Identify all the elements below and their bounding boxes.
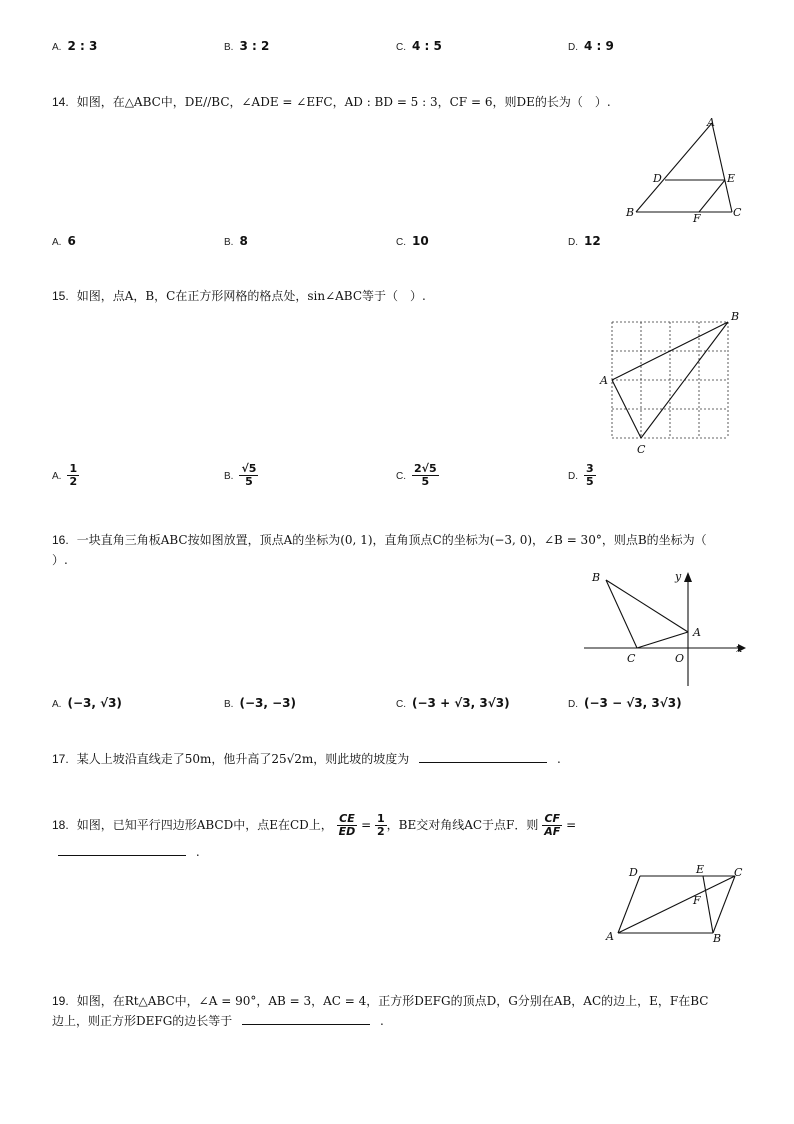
q16-label-c: C: [627, 652, 636, 665]
q18-figure: [598, 858, 748, 950]
q18-label-c: C: [734, 866, 743, 879]
q15-option-b: B. $\frac{√5}{5}$: [224, 462, 257, 488]
q15-label-c: C: [637, 443, 646, 456]
q14-label-b: B: [626, 206, 635, 219]
q14-option-b: B. 8: [224, 234, 248, 248]
q13-option-b: B. 3 : 2: [224, 39, 270, 53]
q17-stem: 17. 某人上坡沿直线走了50m，他升高了25√2m，则此坡的坡度为 .: [52, 752, 561, 766]
q14-label-a: A: [707, 116, 715, 129]
q16-figure: [578, 566, 758, 688]
q15-option-a: A. $\frac{1}{2}$: [52, 462, 78, 488]
q15-label-a: A: [600, 374, 608, 387]
q16-option-c: C. (−3 + √3, 3√3): [396, 696, 510, 710]
q18-label-f: F: [693, 894, 701, 907]
q18-fraction-ce-ed: $\frac{CE}{ED}$: [338, 812, 356, 838]
q16-label-o: O: [675, 652, 685, 665]
q14-label-f: F: [693, 212, 701, 225]
q16-option-d: D. (−3 − √3, 3√3): [568, 696, 682, 710]
q15-option-d: D. $\frac{3}{5}$: [568, 462, 594, 488]
q18-fraction-one-half: $\frac{1}{2}$: [376, 812, 385, 838]
q18-label-d: D: [629, 866, 638, 879]
q15-figure: [596, 310, 746, 460]
q14-label-d: D: [653, 172, 662, 185]
q18-label-b: B: [713, 932, 722, 945]
q16-label-x: x: [736, 642, 743, 655]
q14-option-c: C. 10: [396, 234, 429, 248]
q18-answer-blank[interactable]: [58, 855, 186, 856]
q13-option-a: A. 2 : 3: [52, 39, 98, 53]
q18-fraction-cf-af: $\frac{CF}{AF}$: [544, 812, 561, 838]
q14-stem: 14. 如图，在△ABC中，DE//BC，∠ADE = ∠EFC，AD : BD = 5 : 3，CF = 6，则DE的长为（ ）.: [52, 95, 611, 109]
q13-option-d: D. 4 : 9: [568, 39, 614, 53]
q15-option-c: C. $\frac{2√5}{5}$: [396, 462, 437, 488]
q18-answer-line: .: [58, 842, 200, 862]
q15-label-b: B: [731, 310, 740, 323]
q14-option-a: A. 6: [52, 234, 76, 248]
q19-stem-line1: 19. 如图，在Rt△ABC中，∠A = 90°，AB = 3，AC = 4，正方形DEFG的顶点D，G分别在AB，AC的边上，E，F在BC: [52, 994, 709, 1008]
q17-answer-blank[interactable]: [419, 762, 547, 763]
q16-option-a: A. (−3, √3): [52, 696, 122, 710]
q16-stem-line1: 16. 一块直角三角板ABC按如图放置，顶点A的坐标为(0, 1)，直角顶点C的坐标为(−3, 0)，∠B = 30°，则点B的坐标为（: [52, 533, 707, 547]
q14-label-e: E: [727, 172, 736, 185]
q13-option-c: C. 4 : 5: [396, 39, 442, 53]
q16-option-b: B. (−3, −3): [224, 696, 296, 710]
q16-label-a: A: [693, 626, 701, 639]
q14-figure: [620, 115, 750, 225]
q18-stem: 18. 如图，已知平行四边形ABCD中，点E在CD上， $\frac{CE}{ED}$ = $\frac{1}{2}$ ，BE交对角线AC于点F．则 $\frac{CF}{AF}$ =: [52, 812, 577, 838]
q18-label-a: A: [606, 930, 614, 943]
q15-stem: 15. 如图，点A，B，C在正方形网格的格点处，sin∠ABC等于（ ）.: [52, 289, 426, 303]
q14-label-c: C: [733, 206, 742, 219]
q18-label-e: E: [696, 863, 705, 876]
q16-label-y: y: [675, 570, 682, 583]
q16-label-b: B: [592, 571, 601, 584]
q14-option-d: D. 12: [568, 234, 601, 248]
q19-stem-line2: 边上，则正方形DEFG的边长等于 .: [52, 1014, 384, 1028]
q19-answer-blank[interactable]: [242, 1024, 370, 1025]
q16-stem-line2: ）.: [52, 553, 68, 567]
